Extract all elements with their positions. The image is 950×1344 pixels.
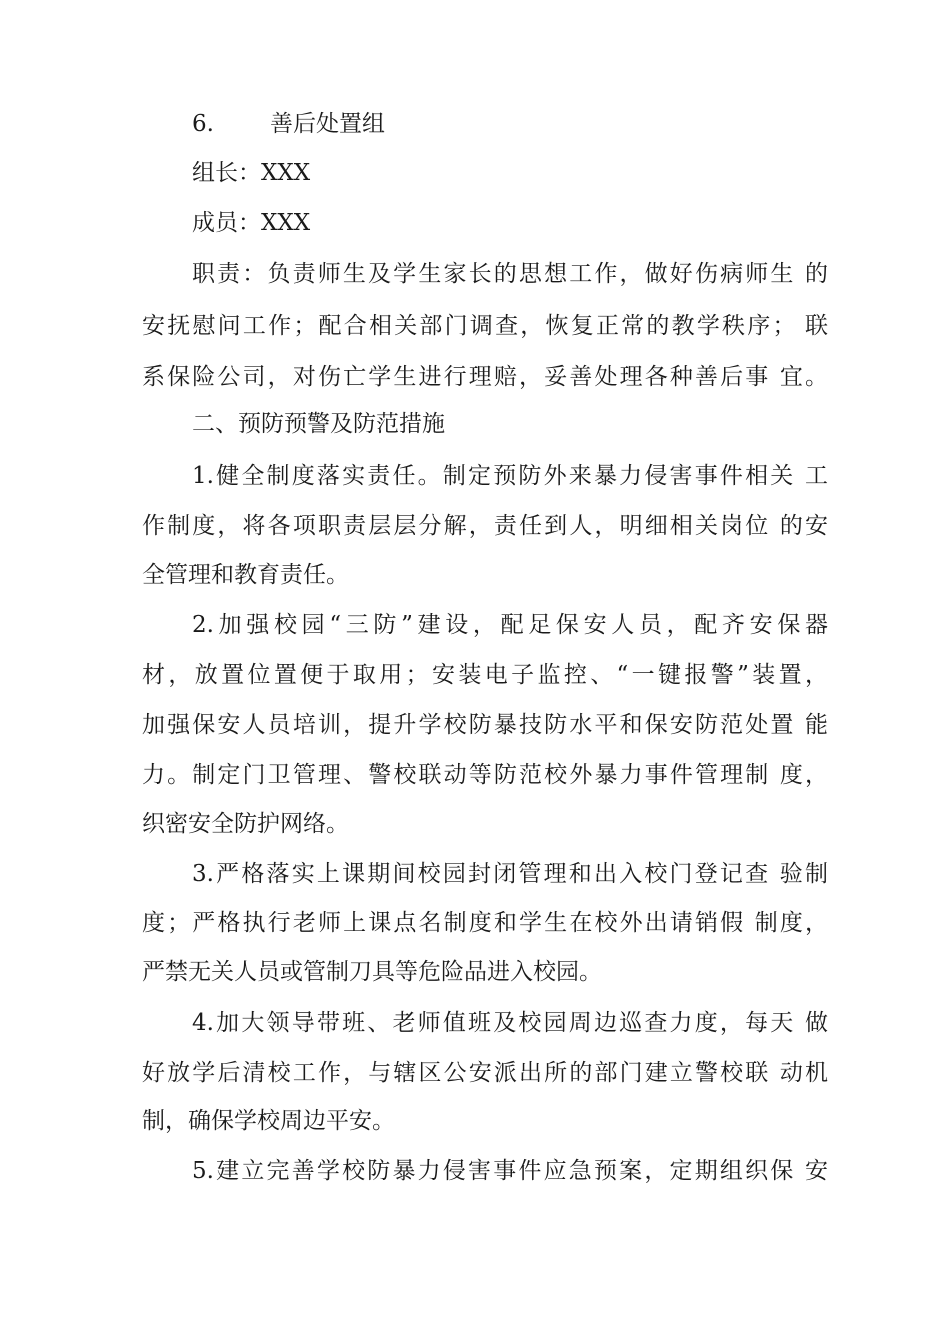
section-title: 善后处置组 (269, 111, 385, 137)
leader-line: 组长：XXX (192, 160, 311, 186)
item5-line-1: 5.建立完善学校防暴力侵害事件应急预案，定期组织保 安 (192, 1158, 828, 1184)
item2-line-1: 2.加强校园“三防”建设，配足保安人员，配齐安保器 (192, 612, 828, 638)
item4-line-2: 好放学后清校工作，与辖区公安派出所的部门建立警校联 动机 (142, 1060, 828, 1086)
section-heading (192, 104, 385, 144)
item3-line-1: 3.严格落实上课期间校园封闭管理和出入校门登记查 验制 (192, 861, 828, 887)
item2-line-2: 材，放置位置便于取用；安装电子监控、“一键报警”装置， (142, 662, 828, 688)
item2-line-3: 加强保安人员培训，提升学校防暴技防水平和保安防范处置 能 (142, 712, 828, 738)
part2-heading: 二、预防预警及防范措施 (192, 411, 445, 437)
item3-line-3: 严禁无关人员或管制刀具等危险品进入校园。 (142, 959, 602, 985)
item4-line-3: 制，确保学校周边平安。 (142, 1108, 395, 1134)
members-line: 成员：XXX (192, 210, 311, 236)
item3-line-2: 度；严格执行老师上课点名制度和学生在校外出请销假 制度， (142, 910, 828, 936)
item4-line-1: 4.加大领导带班、老师值班及校园周边巡查力度，每天 做 (192, 1010, 828, 1036)
duties-line-2: 安抚慰问工作；配合相关部门调查，恢复正常的教学秩序； 联 (142, 313, 828, 339)
item1-line-1: 1.健全制度落实责任。制定预防外来暴力侵害事件相关 工 (192, 463, 828, 489)
section-number: 6. (192, 111, 214, 137)
item2-line-5: 织密安全防护网络。 (142, 811, 349, 837)
item2-line-4: 力。制定门卫管理、警校联动等防范校外暴力事件管理制 度， (142, 762, 828, 788)
item1-line-3: 全管理和教育责任。 (142, 562, 349, 588)
item1-line-2: 作制度，将各项职责层层分解，责任到人，明细相关岗位 的安 (142, 513, 828, 539)
duties-line-1: 职责：负责师生及学生家长的思想工作，做好伤病师生 的 (192, 261, 828, 287)
duties-line-3: 系保险公司，对伤亡学生进行理赔，妥善处理各种善后事 宜。 (142, 364, 828, 390)
